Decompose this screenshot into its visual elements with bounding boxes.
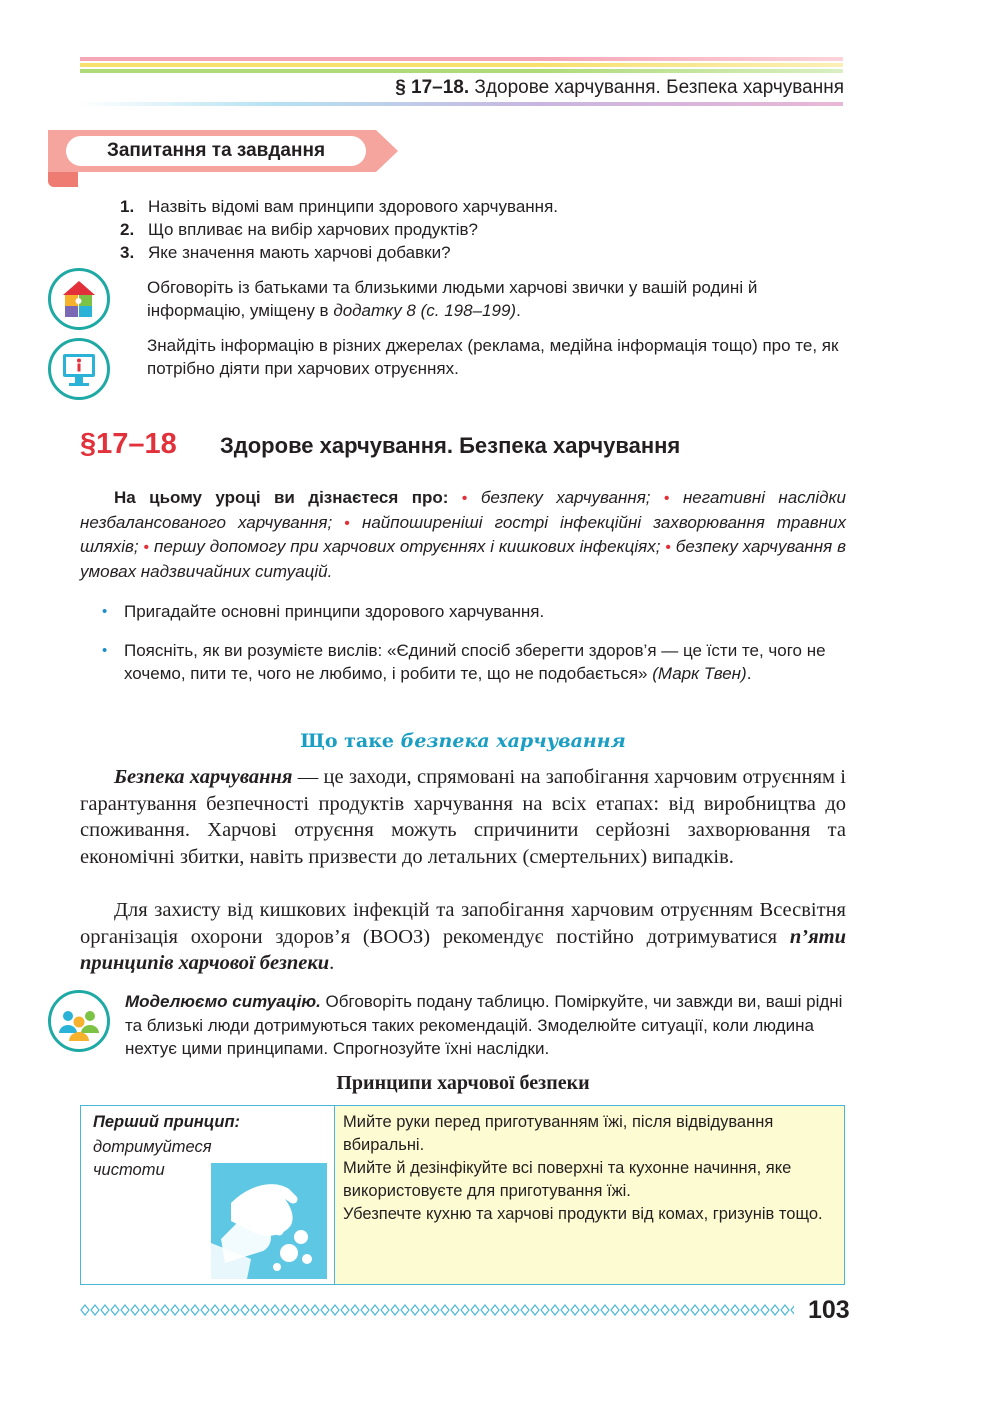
header-stripe-green [80,69,843,73]
questions-banner [48,130,398,172]
term: Безпека харчування [114,766,293,788]
running-head-title: Здорове харчування. Безпека харчування [469,77,844,98]
footer-ornament [80,1303,794,1317]
recommendation: Мийте й дезінфікуйте всі поверхні та кухонне начиння, яке використовуєте для приготування їжі. [343,1159,792,1200]
who-paragraph: Для захисту від кишкових інфекцій та запобігання харчовим отруєнням Всесвітня організація охорони здоров’я (ВООЗ) рекомендує постійно дотримуватися п’яти принципів харчової безпеки. [80,899,846,974]
table-cell-principle [81,1106,335,1284]
questions-list [120,195,558,264]
subheading: Що таке безпека харчування [300,730,626,752]
list-item: 2. Що впливає на вибір харчових продуктів? [120,220,478,239]
model-lead: Моделюємо ситуацію. [125,992,321,1011]
group-discussion-icon [48,990,110,1052]
principles-table [80,1105,845,1285]
header-stripe-bottom [80,102,843,106]
recommendation: Убезпечте кухню та харчові продукти від комах, гризунів тощо. [343,1205,823,1223]
section-number: §17–18 [80,428,177,460]
table-cell-recommendations [335,1106,844,1284]
definition-paragraph: Безпека харчування — це заходи, спрямовані на запобігання харчовим отруєнням і гарантування безпечності продуктів харчування на всіх етапах: від виробництва до споживання. Харчові отруєння можуть спричинити серйозні захворювання та економічні збитки, навіть призвести до летальних (смертельних) випадків. [80,766,846,868]
five-principles: п’яти принципів харчової безпеки [80,925,846,974]
list-item: • Поясніть, як ви розумієте вислів: «Єдиний спосіб зберегти здоров’я — це їсти те, чого не хочемо, пити те, чого не любимо, і робити те, що не подобається» (Марк Твен). [102,639,848,685]
model-paragraph: Моделюємо ситуацію. Обговоріть подану таблицю. Поміркуйте, чи завжди ви, ваші рідні та близькі люди дотримуються таких рекомендацій. Змоделюйте ситуації, коли людина нехтує цими принципами. Спрогнозуйте їхні наслідки. [125,992,843,1058]
list-item: безпеку харчування в умовах надзвичайних ситуацій. [80,537,846,581]
principle-name: дотримуйтеся чистоти [93,1138,212,1179]
list-item: першу допомогу при харчових отруєннях і кишкових інфекціях; [154,537,661,556]
discuss-paragraph: Обговоріть із батьками та близькими людьми харчові звички у вашій родині й інформацію, уміщену в додатку 8 (с. 198–199). [147,278,758,320]
hand-washing-icon [211,1163,327,1279]
list-item: найпоширеніші гострі інфекційні захворювання травних шляхів; [80,512,846,556]
list-item: • Пригадайте основні принципи здорового харчування. [102,600,848,623]
appendix-reference: додатку 8 [333,301,416,320]
info-monitor-icon [48,338,110,400]
quote-author: (Марк Твен) [652,664,747,683]
recall-bullets [102,600,848,701]
intro-lead: На цьому уроці ви дізнаєтеся про: [114,488,449,507]
list-item: негативні наслідки незбалансованого харчування; [80,488,846,532]
lesson-intro: На цьому уроці ви дізнаєтеся про: • безпеку харчування; • негативні наслідки незбалансованого харчування; • найпоширеніші гострі інфекційні захворювання травних шляхів; • першу допомогу при харчових отруєннях і кишкових інфекціях; • безпеку харчування в умовах надзвичайних ситуацій. [80,488,846,581]
recommendation: Мийте руки перед приготуванням їжі, після відвідування вбиральні. [343,1113,774,1154]
header-stripe-yellow [80,63,843,67]
running-head-number: § 17–18. [395,77,470,98]
questions-banner-label: Запитання та завдання [66,136,366,166]
list-item: безпеку харчування; [480,488,651,507]
header-stripe-pink [80,57,843,61]
running-head [395,77,844,99]
table-title: Принципи харчової безпеки [336,1072,590,1094]
find-paragraph: Знайдіть інформацію в різних джерелах (реклама, медійна інформація тощо) про те, як потрібно діяти при харчових отруєннях. [147,336,839,378]
list-item: 3. Яке значення мають харчові добавки? [120,243,451,262]
section-title: Здорове харчування. Безпека харчування [220,433,681,458]
family-puzzle-icon [48,268,110,330]
page-number: 103 [808,1296,850,1324]
list-item: 1. Назвіть відомі вам принципи здорового харчування. [120,197,558,216]
principle-title: Перший принцип: [93,1113,241,1131]
